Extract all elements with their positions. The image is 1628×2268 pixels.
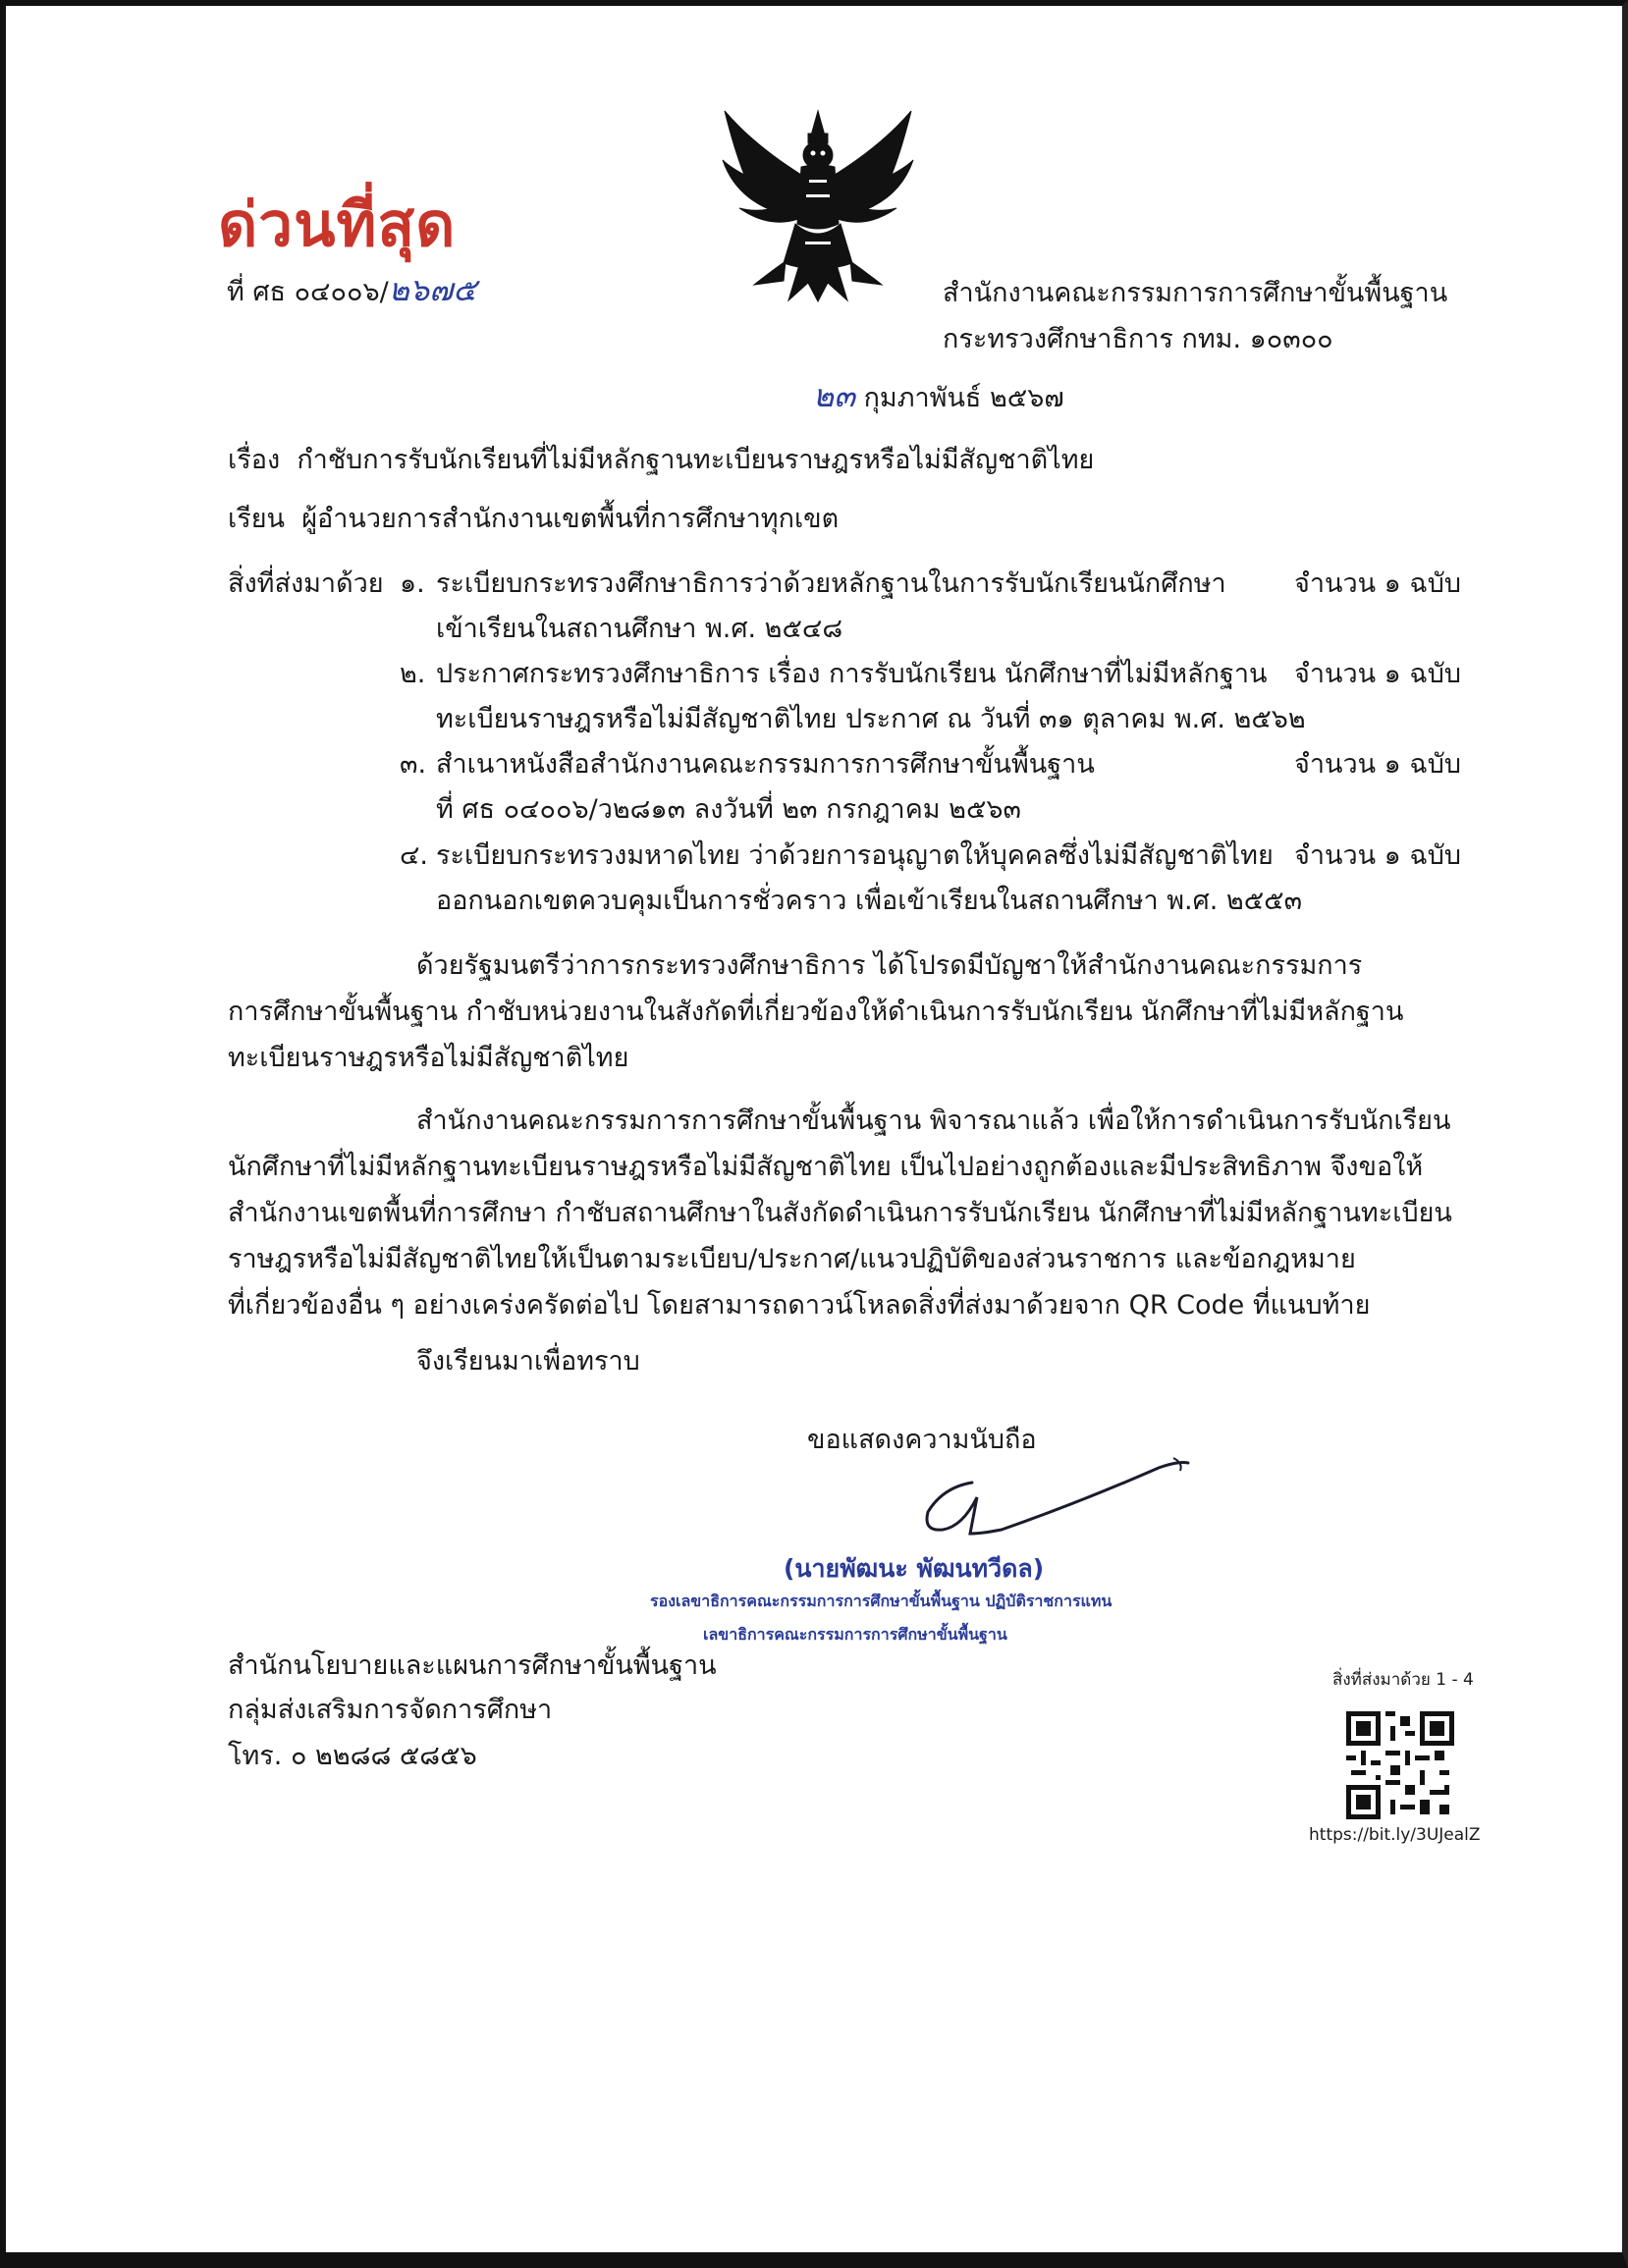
agency-address: กระทรวงศึกษาธิการ กทม. ๑๐๓๐๐ (943, 324, 1333, 354)
recipient-text: ผู้อำนวยการสำนักงานเขตพื้นที่การศึกษาทุกเขต (301, 504, 840, 534)
document-number-prefix: ที่ ศธ ๐๔๐๐๖/ (227, 277, 389, 307)
paragraph-line: ทะเบียนราษฎรหรือไม่มีสัญชาติไทย (228, 1043, 629, 1073)
enclosure-title-line2: ที่ ศธ ๐๔๐๐๖/ว๒๘๑๓ ลงวันที่ ๒๓ กรกฎาคม ๒๕๖๓ (436, 794, 1021, 825)
paragraph-line: สำนักงานเขตพื้นที่การศึกษา กำชับสถานศึกษาในสังกัดดำเนินการรับนักเรียน นักศึกษาที่ไม่มีหลักฐานทะเบียน (228, 1198, 1452, 1228)
enclosure-number: ๒. (400, 659, 426, 689)
signature-icon (884, 1443, 1208, 1546)
enclosure-quantity: จำนวน ๑ ฉบับ (1294, 749, 1462, 780)
issuing-office-name: สำนักนโยบายและแผนการศึกษาขั้นพื้นฐาน (228, 1650, 717, 1681)
enclosure-title-line1: สำเนาหนังสือสำนักงานคณะกรรมการการศึกษาขั้นพื้นฐาน (436, 749, 1095, 780)
issuing-office-phone: โทร. ๐ ๒๒๘๘ ๕๘๕๖ (228, 1741, 477, 1771)
document-date (813, 379, 1064, 415)
enclosure-number: ๓. (400, 749, 427, 780)
salutation: ขอแสดงความนับถือ (807, 1425, 1037, 1455)
body-paragraph-1 (228, 943, 1465, 1081)
signatory-title-line1: รองเลขาธิการคณะกรรมการการศึกษาขั้นพื้นฐาน ปฏิบัติราชการแทน (650, 1592, 1112, 1610)
signatory-name: (นายพัฒนะ พัฒนทวีดล) (784, 1554, 1045, 1583)
closing-request: จึงเรียนมาเพื่อทราบ (416, 1346, 640, 1377)
urgency-label: ด่วนที่สุด (218, 189, 457, 260)
document-number-handwritten: ๒๖๗๕ (388, 271, 477, 308)
date-month-year: กุมภาพันธ์ ๒๕๖๗ (863, 383, 1064, 413)
paragraph-line: ที่เกี่ยวข้องอื่น ๆ อย่างเคร่งครัดต่อไป โดยสามารถดาวน์โหลดสิ่งที่ส่งมาด้วยจาก QR Code ที่แนบท้าย (228, 1290, 1371, 1321)
enclosure-quantity: จำนวน ๑ ฉบับ (1294, 659, 1462, 689)
agency-name: สำนักงานคณะกรรมการการศึกษาขั้นพื้นฐาน (943, 278, 1448, 308)
enclosure-title-line1: ประกาศกระทรวงศึกษาธิการ เรื่อง การรับนักเรียน นักศึกษาที่ไม่มีหลักฐาน (436, 659, 1268, 689)
signatory-title-line2: เลขาธิการคณะกรรมการการศึกษาขั้นพื้นฐาน (703, 1625, 1007, 1644)
enclosures-label: สิ่งที่ส่งมาด้วย (228, 568, 384, 599)
enclosure-number: ๑. (400, 568, 425, 599)
document-number (227, 273, 476, 309)
paragraph-line: นักศึกษาที่ไม่มีหลักฐานทะเบียนราษฎรหรือไม่มีสัญชาติไทย เป็นไปอย่างถูกต้องและมีประสิทธิภาพ จึงขอให้ (228, 1152, 1424, 1182)
qr-caption: สิ่งที่ส่งมาด้วย 1 - 4 (1332, 1670, 1474, 1690)
issuing-office-group: กลุ่มส่งเสริมการจัดการศึกษา (228, 1695, 553, 1725)
enclosure-title-line1: ระเบียบกระทรวงมหาดไทย ว่าด้วยการอนุญาตให้บุคคลซึ่งไม่มีสัญชาติไทย (436, 840, 1274, 871)
enclosure-quantity: จำนวน ๑ ฉบับ (1294, 568, 1462, 599)
enclosure-title-line1: ระเบียบกระทรวงศึกษาธิการว่าด้วยหลักฐานในการรับนักเรียนนักศึกษา (436, 568, 1226, 599)
garuda-emblem-icon (715, 106, 921, 302)
enclosure-title-line2: ออกนอกเขตควบคุมเป็นการชั่วคราว เพื่อเข้าเรียนในสถานศึกษา พ.ศ. ๒๕๕๓ (436, 886, 1303, 916)
paragraph-line: สำนักงานคณะกรรมการการศึกษาขั้นพื้นฐาน พิจารณาแล้ว เพื่อให้การดำเนินการรับนักเรียน (416, 1106, 1451, 1136)
date-day-handwritten: ๒๓ (813, 377, 855, 414)
paragraph-line: การศึกษาขั้นพื้นฐาน กำชับหน่วยงานในสังกัดที่เกี่ยวข้องให้ดำเนินการรับนักเรียน นักศึกษาที่ไม่มีหลักฐาน (228, 997, 1404, 1027)
subject-label: เรื่อง (228, 445, 281, 475)
enclosure-title-line2: เข้าเรียนในสถานศึกษา พ.ศ. ๒๕๔๘ (436, 614, 843, 644)
body-paragraph-2 (228, 1098, 1465, 1328)
enclosure-quantity: จำนวน ๑ ฉบับ (1294, 840, 1462, 871)
recipient-label: เรียน (228, 504, 286, 534)
recipient-line (228, 503, 839, 536)
paragraph-line: ด้วยรัฐมนตรีว่าการกระทรวงศึกษาธิการ ได้โปรดมีบัญชาให้สำนักงานคณะกรรมการ (416, 950, 1363, 981)
enclosure-number: ๔. (400, 840, 429, 871)
qr-code-icon (1346, 1711, 1454, 1819)
qr-url-text: https://bit.ly/3UJealZ (1309, 1825, 1481, 1845)
subject-text: กำชับการรับนักเรียนที่ไม่มีหลักฐานทะเบียนราษฎรหรือไม่มีสัญชาติไทย (297, 445, 1095, 475)
subject-line (228, 444, 1094, 477)
enclosure-title-line2: ทะเบียนราษฎรหรือไม่มีสัญชาติไทย ประกาศ ณ วันที่ ๓๑ ตุลาคม พ.ศ. ๒๕๖๒ (436, 704, 1306, 734)
paragraph-line: ราษฎรหรือไม่มีสัญชาติไทยให้เป็นตามระเบียบ/ประกาศ/แนวปฏิบัติของส่วนราชการ และข้อกฎหมาย (228, 1244, 1356, 1274)
